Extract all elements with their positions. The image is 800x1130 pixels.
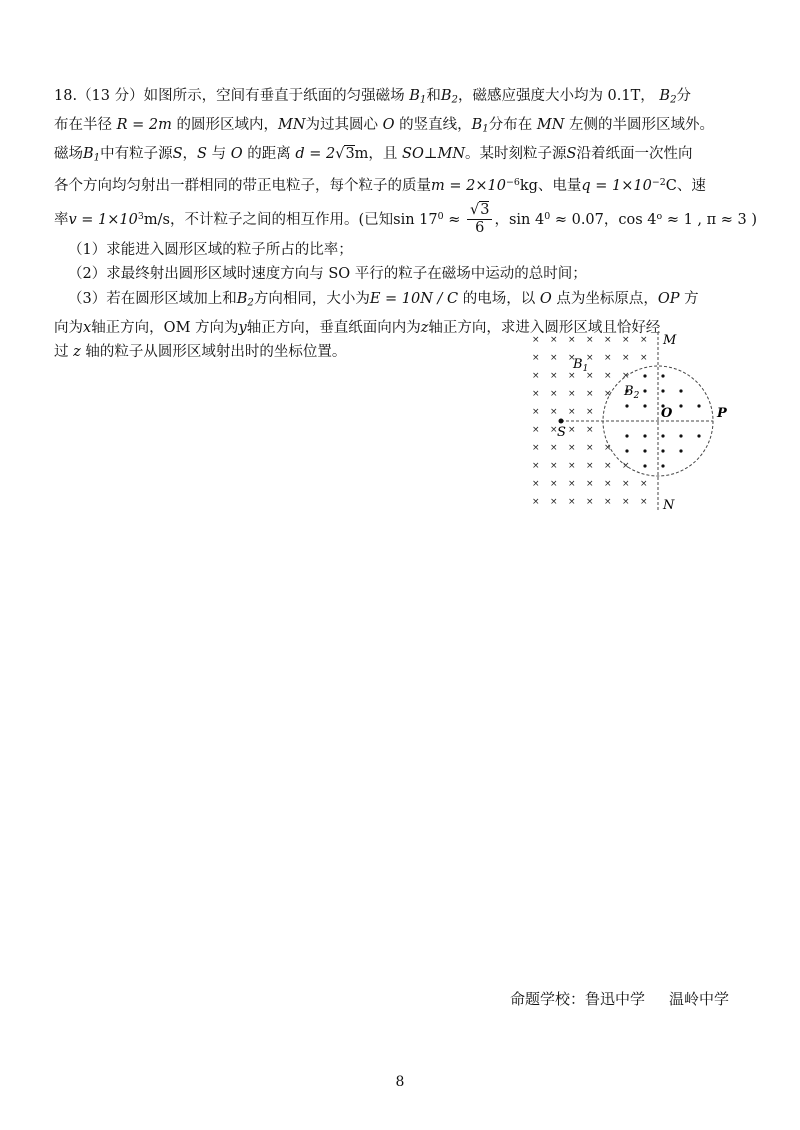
text: ， [182, 146, 198, 163]
footer-label: 命题学校： [510, 990, 586, 1008]
field-cross: × [622, 497, 630, 507]
sym-s-c: S [566, 146, 577, 163]
field-cross: × [532, 443, 540, 453]
sym-b2-c: $B_2$ [236, 290, 254, 309]
sym-r: R = 2m [116, 117, 172, 134]
sym-o: O [382, 117, 395, 134]
text: 、电量 [537, 178, 582, 195]
field-cross: × [586, 479, 594, 489]
field-dot [679, 434, 682, 437]
field-cross: × [604, 461, 612, 471]
field-cross: × [640, 335, 648, 345]
charge-value: q = 1×10 [581, 178, 652, 195]
field-cross: × [550, 443, 558, 453]
field-value: E = 10N / C [369, 290, 459, 307]
field-dot [661, 374, 664, 377]
field-cross: × [532, 389, 540, 399]
school-2: 温岭中学 [669, 990, 730, 1008]
label-b1: $B_1$ [573, 357, 589, 374]
text: 率 [54, 211, 69, 228]
field-dot [643, 404, 646, 407]
problem-18 [54, 84, 758, 365]
text: ，不计粒子之间的相互作用。(已知 [169, 211, 394, 228]
field-cross: × [550, 389, 558, 399]
field-cross: × [604, 497, 612, 507]
field-dot [643, 464, 646, 467]
sym-y: y [238, 319, 247, 336]
field-cross: × [568, 497, 576, 507]
sym-s-b: S [197, 146, 207, 163]
field-cross: × [550, 479, 558, 489]
field-cross: × [568, 371, 576, 381]
field-dot [625, 449, 628, 452]
label-s: S [557, 425, 566, 440]
unit-m: m [354, 146, 369, 163]
footer-schools [510, 988, 729, 1009]
problem-line-1: 18.（13 分）如图所示，空间有垂直于纸面的匀强磁场 $B_1$和$B_2$，磁感应强度大小均为 0.1T， $B_2$分 [54, 88, 692, 106]
text: 的竖直线， [399, 117, 472, 134]
sin4-value: ≈ 0.07 [554, 211, 604, 228]
problem-line-4 [54, 171, 754, 199]
field-dot [643, 374, 646, 377]
field-cross: × [640, 497, 648, 507]
text: ，磁感应强度大小均为 0.1T， [457, 88, 655, 104]
sym-d: d = 2 [295, 146, 336, 163]
sym-b1-c: $B_1$ [83, 146, 101, 164]
field-cross: × [586, 443, 594, 453]
sym-o-b: O [230, 146, 243, 163]
problem-score: （13 分） [77, 88, 144, 104]
sym-o-c: O [539, 290, 552, 307]
field-cross: × [568, 461, 576, 471]
problem-line-3 [54, 142, 754, 171]
text: 、速 [676, 178, 706, 195]
field-cross: × [622, 335, 630, 345]
text: 布在半径 [54, 117, 112, 134]
field-cross: × [640, 353, 648, 363]
cos4-value: ≈ 1 , π ≈ 3 ) [666, 211, 758, 228]
field-dot [661, 449, 664, 452]
text: （3）若在圆形区域加上和 [68, 290, 237, 307]
sym-s: S [172, 146, 183, 163]
field-dot [679, 404, 682, 407]
b1-field-crosses [532, 335, 648, 507]
text: 。某时刻粒子源 [465, 146, 567, 163]
text: 磁场 [54, 146, 83, 163]
field-cross: × [568, 443, 576, 453]
question-2: （2）求最终射出圆形区域时速度方向与 SO 平行的粒子在磁场中运动的总时间； [68, 266, 587, 283]
field-cross: × [586, 353, 594, 363]
mass-exp: −6 [505, 177, 520, 189]
text: 方 [684, 290, 699, 307]
text: 点为坐标原点， [556, 290, 658, 307]
field-cross: × [532, 335, 540, 345]
approx: ≈ [448, 211, 461, 228]
field-cross: × [640, 479, 648, 489]
field-dot [661, 389, 664, 392]
field-cross: × [568, 335, 576, 345]
sym-z-b: z [73, 344, 81, 361]
field-cross: × [586, 335, 594, 345]
label-b2: $B_2$ [624, 384, 640, 401]
sym-op: OP [657, 290, 680, 307]
field-dot [679, 449, 682, 452]
school-1: 鲁迅中学 [585, 990, 646, 1008]
sym-x: x [83, 319, 92, 336]
field-cross: × [622, 353, 630, 363]
text: 中有粒子源 [100, 146, 173, 163]
text: ，且 [368, 146, 398, 163]
text: 轴的粒子从圆形区域射出时的坐标位置。 [85, 344, 347, 361]
speed-value: v = 1×10 [68, 211, 138, 228]
text: 为过其圆心 [305, 117, 379, 134]
field-cross: × [604, 479, 612, 489]
text: 左侧的半圆形区域外。 [569, 117, 715, 134]
field-cross: × [568, 407, 576, 417]
question-3 [54, 287, 754, 316]
field-cross: × [586, 461, 594, 471]
source-point-s [559, 419, 564, 424]
field-cross: × [604, 335, 612, 345]
sym-b1: $B_1$ [409, 88, 427, 106]
field-cross: × [604, 353, 612, 363]
field-cross: × [622, 371, 630, 381]
text: 如图所示，空间有垂直于纸面的匀强磁场 [143, 88, 405, 104]
field-cross: × [532, 425, 540, 435]
field-cross: × [604, 443, 612, 453]
field-cross: × [568, 425, 576, 435]
field-cross: × [622, 479, 630, 489]
field-cross: × [532, 497, 540, 507]
charge-unit: C [665, 178, 677, 195]
question-1: （1）求能进入圆形区域的粒子所占的比率； [68, 241, 353, 258]
problem-line-5 [54, 199, 758, 238]
text: 的距离 [247, 146, 291, 163]
field-dot [661, 434, 664, 437]
magnetic-field-diagram [515, 324, 750, 520]
problem-line-2 [54, 113, 754, 142]
text: 各个方向均匀射出一群相同的带正电粒子，每个粒子的质量 [54, 178, 431, 195]
deg: 0 [437, 210, 444, 222]
field-dot [697, 404, 700, 407]
sym-mn: MN [277, 117, 306, 134]
text: 分 [676, 88, 692, 104]
label-m: M [663, 333, 677, 348]
field-cross: × [568, 479, 576, 489]
field-cross: × [550, 461, 558, 471]
charge-exp: −2 [651, 177, 666, 189]
field-dot [643, 389, 646, 392]
field-dot [643, 449, 646, 452]
field-dot [625, 404, 628, 407]
field-cross: × [586, 425, 594, 435]
text: 和 [426, 88, 441, 104]
sym-so-perp-mn: SO⊥MN [402, 146, 466, 163]
speed-exp: 3 [137, 210, 144, 222]
label-n: N [663, 498, 675, 513]
deg-b: 0 [544, 210, 551, 222]
deg-c: o [656, 210, 663, 222]
field-cross: × [568, 353, 576, 363]
field-cross: × [532, 461, 540, 471]
problem-number: 18 [54, 88, 73, 104]
sym-b2-b: $B_2$ [659, 88, 677, 106]
field-cross: × [532, 371, 540, 381]
field-cross: × [550, 371, 558, 381]
field-cross: × [532, 353, 540, 363]
mass-value: m = 2×10 [431, 178, 506, 195]
text: 分布在 [488, 117, 533, 134]
cos4: ，cos 4 [603, 211, 657, 228]
text: 方向相同，大小为 [253, 290, 370, 307]
sin17: sin 17 [393, 211, 438, 228]
page-number: 8 [395, 1074, 405, 1090]
text: 沿着纸面一次性向 [576, 146, 693, 163]
text: 与 [211, 146, 227, 163]
field-dot [661, 464, 664, 467]
text: 轴正方向，求进入圆形区域且恰好经 [428, 319, 661, 336]
sym-b2: $B_2$ [440, 88, 458, 106]
label-o: O [661, 406, 673, 421]
field-cross: × [550, 407, 558, 417]
field-cross: × [604, 371, 612, 381]
field-cross: × [550, 353, 558, 363]
text: 的电场，以 [462, 290, 536, 307]
field-cross: × [532, 479, 540, 489]
field-cross: × [586, 407, 594, 417]
text: 的圆形区域内， [176, 117, 278, 134]
sym-b1-b: $B_1$ [471, 117, 489, 135]
label-p: P [717, 406, 727, 421]
field-cross: × [550, 335, 558, 345]
field-cross: × [622, 461, 630, 471]
field-cross: × [586, 389, 594, 399]
text: 轴正方向，OM 方向为 [91, 319, 239, 336]
field-cross: × [532, 407, 540, 417]
sym-mn-b: MN [536, 117, 565, 134]
mass-unit: kg [519, 178, 538, 195]
field-dot [625, 434, 628, 437]
field-cross: × [604, 389, 612, 399]
field-dot [697, 434, 700, 437]
fraction-sqrt3-over-6: $\frac{√3}{6}$ [467, 202, 492, 237]
field-dot [643, 434, 646, 437]
sin4: ，sin 4 [494, 211, 545, 228]
field-cross: × [550, 425, 558, 435]
field-cross: × [568, 389, 576, 399]
field-cross: × [586, 371, 594, 381]
text: 轴正方向，垂直纸面向内为 [246, 319, 421, 336]
field-cross: × [586, 497, 594, 507]
field-cross: × [550, 497, 558, 507]
speed-unit: m/s [143, 211, 170, 228]
text: 过 [54, 344, 69, 361]
text: 向为 [54, 319, 83, 336]
field-dot [679, 389, 682, 392]
sqrt: √3 [335, 146, 355, 163]
sym-z: z [420, 319, 429, 336]
